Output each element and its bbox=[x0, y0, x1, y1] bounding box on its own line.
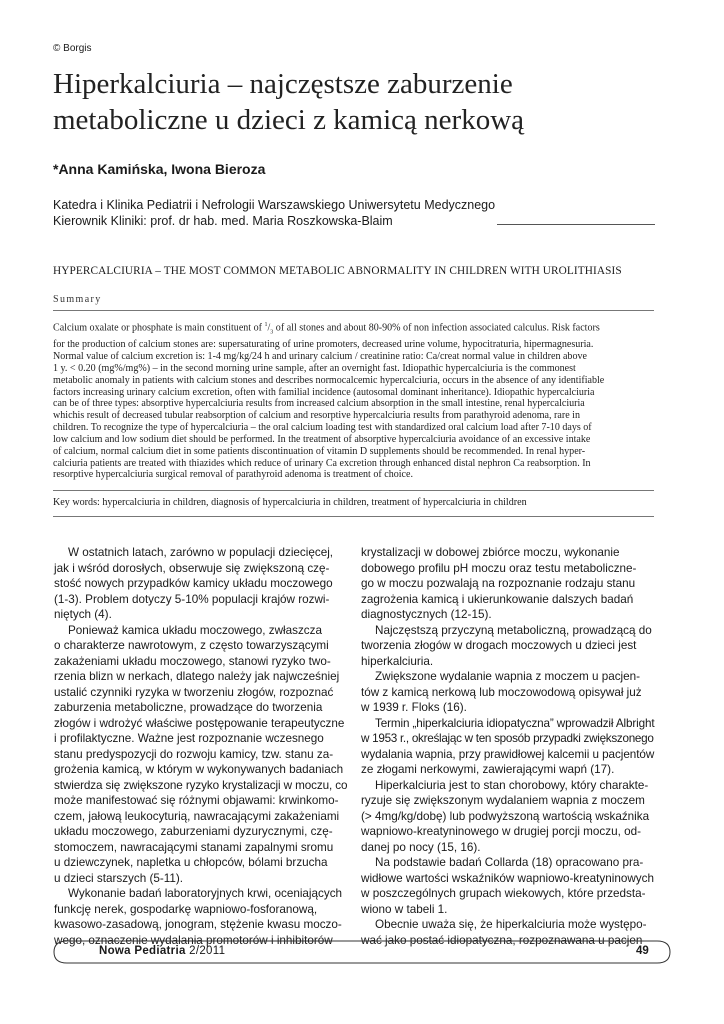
body-line: wać jako postać idiopatyczna, rozpoznawana u pacjen- bbox=[361, 933, 647, 947]
summary-line: resorptive hypercalciuria surgical removal of parathyroid adenoma is treatment of choice. bbox=[53, 469, 413, 481]
body-line: zaburzenia metaboliczne, prowadzące do tworzenia bbox=[54, 701, 323, 714]
body-line: tworzenia złogów w drogach moczowych u dzieci jest bbox=[361, 639, 637, 652]
body-line: danej po nocy (15, 16). bbox=[361, 840, 481, 854]
summary-body bbox=[53, 339, 654, 481]
journal-issue: 2/2011 bbox=[189, 945, 226, 957]
body-line: zakażeniami układu moczowego, stanowi ryzyko two- bbox=[54, 654, 331, 668]
body-column-right bbox=[361, 545, 654, 948]
body-line: tów z kamicą nerkową lub moczowodową opisywał już bbox=[361, 685, 642, 699]
summary-line: metabolic anomaly in patients with calcium stones and describes normocalcemic hypercalciuria, occurs in the absence of any identifiable bbox=[53, 374, 605, 386]
keywords: Key words: hypercalciuria in children, diagnosis of hypercalciuria in children, treatment of hypercalciuria in children bbox=[53, 497, 527, 508]
fraction-denominator: 3 bbox=[270, 329, 274, 336]
body-line: diagnostycznych (12-15). bbox=[361, 608, 492, 621]
body-line: Termin „hiperkalciuria idiopatyczna” wprowadził Albright bbox=[375, 716, 655, 730]
copyright-notice: © Borgis bbox=[53, 43, 92, 54]
body-line: widłowe wartości wskaźników wapniowo-kreatyninowych bbox=[361, 871, 654, 885]
keywords-top-rule bbox=[53, 490, 654, 491]
body-line: stość nowych przypadków kamicy układu moczowego bbox=[54, 577, 333, 590]
body-line: Hiperkalciuria jest to stan chorobowy, który charakte- bbox=[375, 778, 649, 792]
summary-line: can be of three types: absorptive hypercalciuria results from increased calcium absorption in the small intestine, renal hypercalciuria bbox=[53, 398, 585, 410]
summary-top-rule bbox=[53, 310, 654, 311]
title-line: metaboliczne u dzieci z kamicą nerkową bbox=[53, 104, 525, 136]
body-line: ustalić czynniki ryzyka w tworzeniu złogów, rozpoznać bbox=[54, 685, 334, 699]
body-line: o charakterze nawrotowym, z często towarzyszącymi bbox=[54, 639, 329, 652]
body-line: u dzieci starszych (5-11). bbox=[54, 871, 184, 885]
article-title bbox=[53, 66, 673, 138]
body-line: Na podstawie badań Collarda (18) opracowano pra- bbox=[375, 856, 644, 869]
body-line: niętych (4). bbox=[54, 608, 112, 621]
body-line: czem, jałową leukocyturią, nawracającymi zakażeniami bbox=[54, 809, 340, 823]
body-line: W ostatnich latach, zarówno w populacji dziecięcej, bbox=[68, 546, 334, 559]
summary-line: factors increasing urinary calcium excretion, often with familial incidence (autosomal dominant inheritance). Idiopathic hypercalciuria bbox=[53, 386, 595, 398]
body-line: w poszczególnych grupach wiekowych, które przedsta- bbox=[361, 887, 646, 900]
page-footer bbox=[53, 940, 671, 964]
page-number: 49 bbox=[636, 945, 649, 957]
authors: *Anna Kamińska, Iwona Bieroza bbox=[53, 161, 266, 177]
body-line: (> 4mg/kg/dobę) lub podwyższoną wartością wskaźnika bbox=[361, 809, 650, 823]
body-line: stwierdza się zwiększone ryzyko krystalizacji w moczu, co bbox=[54, 778, 348, 792]
body-line: rzenia blizn w nerkach, dlatego należy jak najwcześniej bbox=[54, 670, 340, 683]
body-line: stanu predyspozycji do rozwoju kamicy, tzw. stanu za- bbox=[54, 747, 334, 761]
affiliation-rule bbox=[497, 224, 655, 225]
body-column-left bbox=[54, 545, 347, 948]
summary-line: for the production of calcium stones are: supersaturating of urine promoters, decreased urine volume, hypocitraturia, hipermagnesuria. bbox=[53, 339, 594, 351]
body-line: w 1953 r., określając w ten sposób przypadki zwiększonego bbox=[361, 732, 654, 745]
summary-line: calciuria patients are treated with thiazides which reduce of urinary Ca excretion through enhanced distal nephron Ca reabsorption. In bbox=[53, 457, 591, 469]
affiliation bbox=[53, 198, 495, 229]
body-line: Obecnie uważa się, że hiperkalciuria może występo- bbox=[375, 918, 647, 931]
body-line: stomoczem, nawracającymi stanami zapalnymi sromu bbox=[54, 840, 334, 854]
title-line: Hiperkalciuria – najczęstsze zaburzenie bbox=[53, 68, 513, 100]
affiliation-line: Kierownik Kliniki: prof. dr hab. med. Maria Roszkowska-Blaim bbox=[53, 213, 393, 228]
body-line: zagrożenia kamicą i ukierunkowanie dalszych badań bbox=[361, 592, 634, 606]
summary-text bbox=[53, 320, 654, 481]
summary-line: low calcium and low sodium diet should be performed. In the treatment of absorptive hypercalciuria avoidance of an excessive intake bbox=[53, 433, 591, 445]
body-line: krystalizacji w dobowej zbiórce moczu, wykonanie bbox=[361, 546, 620, 559]
body-line: u dziewczynek, napletka u chłopców, bólami brzucha bbox=[54, 856, 328, 869]
summary-line: whichis result of decreased tubular reabsorption of calcium and resorptive hypercalciuria results from parathyroid adenoma, rare in bbox=[53, 410, 580, 422]
summary-text-run: of all stones and about 80-90% of non infection associated calculus. Risk factors bbox=[273, 322, 600, 334]
body-line: dobowego profilu pH moczu oraz testu metaboliczne- bbox=[361, 561, 637, 575]
body-line: ze złogami nerkowymi, zawierającymi wapń (17). bbox=[361, 763, 615, 776]
body-line: i profilaktyczne. Ważne jest rozpoznanie wczesnego bbox=[54, 732, 324, 745]
footer-journal bbox=[99, 945, 225, 957]
body-line: jak i wśród dorosłych, obserwuje się zwiększoną czę- bbox=[54, 561, 330, 575]
body-line: go w moczu pozwalają na rozpoznanie rodzaju stanu bbox=[361, 577, 636, 590]
summary-line: Calcium oxalate or phosphate is main constituent of $^1/_3$ of all stones and about 80-90% of non infection associated calculus. Risk factors bbox=[53, 322, 600, 336]
journal-name: Nowa Pediatria bbox=[99, 945, 186, 957]
body-line: kwasowo-zasadową, jonogram, stężenie kwasu moczo- bbox=[54, 918, 342, 931]
body-line: może manifestować się różnymi objawami: krwinkomo- bbox=[54, 794, 339, 807]
body-line: ryzuje się zwiększonym wydalaniem wapnia z moczem bbox=[361, 794, 645, 807]
summary-line: of calcium, normal calcium diet in some patients discontinuation of vitamin D supplements should be recommended. In renal hyper- bbox=[53, 445, 586, 457]
body-line: układu moczowego, zaburzeniami dyzurycznymi, czę- bbox=[54, 825, 333, 838]
body-line: hiperkalciuria. bbox=[361, 654, 434, 668]
body-line: wego, oznaczenie wydalania promotorów i inhibitorów bbox=[54, 933, 333, 947]
body-line: Wykonanie badań laboratoryjnych krwi, oceniających bbox=[68, 887, 343, 900]
summary-text-run: Calcium oxalate or phosphate is main constituent of bbox=[53, 322, 265, 334]
body-line: funkcję nerek, gospodarkę wapniowo-fosforanową, bbox=[54, 902, 318, 916]
body-line: Najczęstszą przyczyną metaboliczną, prowadzącą do bbox=[375, 623, 652, 637]
body-line: (1-3). Problem dotyczy 5-10% populacji krajów rozwi- bbox=[54, 592, 330, 606]
fraction-numerator: 1 bbox=[264, 322, 268, 328]
body-line: Ponieważ kamica układu moczowego, zwłaszcza bbox=[68, 623, 322, 637]
body-line: w 1939 r. Floks (16). bbox=[361, 701, 467, 714]
body-line: wydalania wapnia, przy prawidłowej kalcemii u pacjentów bbox=[361, 747, 655, 761]
summary-line: 1 y. < 0.20 (mg%/mg%) – in the second morning urine sample, after an overnight fast. Idiopathic hypercalciuria is the commonest bbox=[53, 362, 576, 374]
english-title: HYPERCALCIURIA – THE MOST COMMON METABOLIC ABNORMALITY IN CHILDREN WITH UROLITHIASIS bbox=[53, 265, 622, 277]
body-line: wapniowo-kreatyninowego w drugiej porcji moczu, od- bbox=[361, 825, 641, 838]
keywords-bottom-rule bbox=[53, 516, 654, 517]
affiliation-line: Katedra i Klinika Pediatrii i Nefrologii Warszawskiego Uniwersytetu Medycznego bbox=[53, 198, 496, 212]
body-line: grożenia kamicą, w którym w wykonywanych badaniach bbox=[54, 763, 344, 776]
summary-heading: Summary bbox=[53, 294, 102, 305]
summary-line: children. To recognize the type of hypercalciuria – the oral calcium loading test with standardized oral calcium load after 7-10 days of bbox=[53, 422, 592, 434]
body-line: złogów i wdrożyć właściwe postępowanie terapeutyczne bbox=[54, 716, 345, 730]
body-line: Zwiększone wydalanie wapnia z moczem u pacjen- bbox=[375, 670, 641, 683]
summary-line: Normal value of calcium excretion is: 1-4 mg/kg/24 h and urinary calcium / creatinine ratio: Ca/creat normal value in children above bbox=[53, 351, 587, 363]
body-line: wiono w tabeli 1. bbox=[361, 902, 448, 916]
